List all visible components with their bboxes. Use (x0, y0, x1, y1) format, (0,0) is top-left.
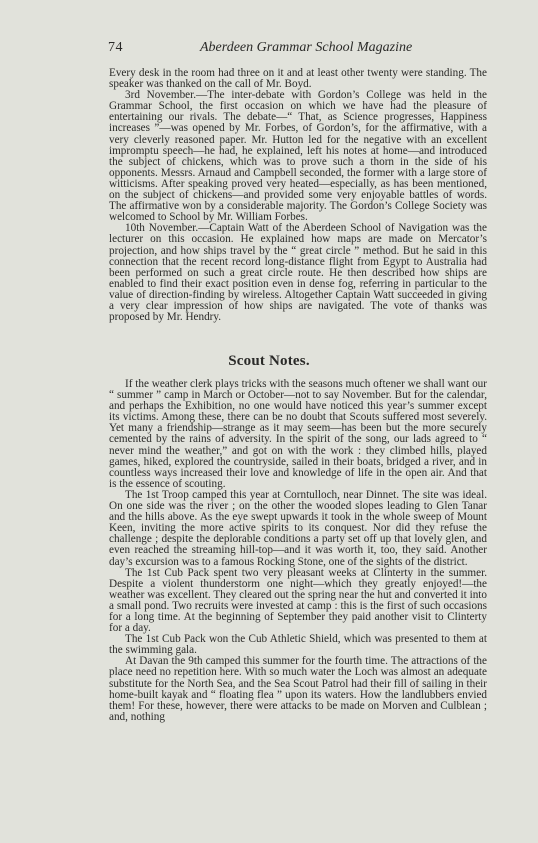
paragraph: The 1st Cub Pack won the Cub Athletic Shield, which was presented to them at the swimming gala. (109, 633, 487, 657)
debating-society-continued (109, 68, 487, 323)
page-header (108, 40, 488, 58)
running-title: Aberdeen Grammar School Magazine (200, 40, 413, 55)
paragraph: 10th November.—Captain Watt of the Aberdeen School of Navigation was the lecturer on this occasion. He explained how maps are made on Mercator’s projection, and how ships travel by the “ great circle ” method. But he said in this connection that the recent record long-distance flight from Egypt to Australia had been performed on such a great circle route. He then described how ships are enabled to find their exact position even in dense fog, referring in particular to the value of direction-finding by wireless. Altogether Captain Watt succeeded in giving a very clear impression of how ships are navigated. The vote of thanks was proposed by Mr. Hendry. (109, 222, 487, 324)
paragraph: Every desk in the room had three on it and at least other twenty were standing. The speaker was thanked on the call of Mr. Boyd. (109, 67, 487, 91)
paragraph: The 1st Cub Pack spent two very pleasant weeks at Clinterty in the summer. Despite a violent thunderstorm one night—which they greatly enjoyed!—the weather was excellent. They cleared out the spring near the hut and converted it into a small pond. Two recruits were invested at camp : this is the first of such occasions for a long time. At the beginning of September they paid another visit to Clinterty for a day. (109, 566, 487, 635)
page-number: 74 (108, 40, 123, 55)
paragraph: If the weather clerk plays tricks with the seasons much oftener we shall want our “ summer ” camp in March or October—not to say November. But for the calendar, and perhaps the Exhibition, no one would have noticed this year’s summer except its victims. Among these, there can be no doubt that Scouts suffered most severely. Yet many a friendship—strange as it may seem—has been but the more securely cemented by the rains of adversity. In the spirit of the song, our lads agreed to “ never mind the weather,” and got on with the work : they climbed hills, played games, hiked, explored the countryside, sailed in their boats, bridged a river, and in countless ways increased their love and knowledge of life in the open air. And that is the essence of scouting. (109, 378, 487, 490)
paragraph: The 1st Troop camped this year at Corntulloch, near Dinnet. The site was ideal. On one side was the river ; on the other the wooded slopes leading to Glen Tanar and the hills above. As the eye swept upwards it took in the whole sweep of Mount Keen, inviting the more active spirits to its conquest. Nor did they refuse the challenge ; despite the deplorable conditions a party set off up that lovely glen, and even reached the streaming hill-top—and it was worth it, too, they said. Another day’s excursion was to a famous Rocking Stone, one of the sights of the district. (109, 488, 487, 568)
paragraph: 3rd November.—The inter-debate with Gordon’s College was held in the Grammar School, the first occasion on which we have had the pleasure of entertaining our rivals. The debate—“ That, as Science progresses, Happiness increases ”—was opened by Mr. Forbes, of Gordon’s, for the affirmative, with a very cleverly reasoned paper. Mr. Hutton led for the negative with an excellent impromptu speech—he had, he explained, left his notes at home—and introduced the subject of chickens, which was to prove such a thorn in the side of his opponents. Messrs. Arnaud and Campbell seconded, the former with a large store of witticisms. After speaking proved very heated—especially, as has been mentioned, on the subject of chickens—and provided some very enjoyable battles of words. The affirmative won by a considerable majority. The Gordon’s College Society was welcomed to School by Mr. William Forbes. (109, 89, 487, 224)
scout-notes-body (109, 379, 487, 723)
section-heading: Scout Notes. (228, 353, 310, 369)
paragraph: At Davan the 9th camped this summer for the fourth time. The attractions of the place need no repetition here. With so much water the Loch was almost an adequate substitute for the North Sea, and the Sea Scout Patrol had their fill of sailing in their home-built kayak and “ floating flea ” upon its waters. How the landlubbers envied them! For these, however, there were attacks to be made on Morven and Culblean ; and, nothing (109, 655, 487, 723)
